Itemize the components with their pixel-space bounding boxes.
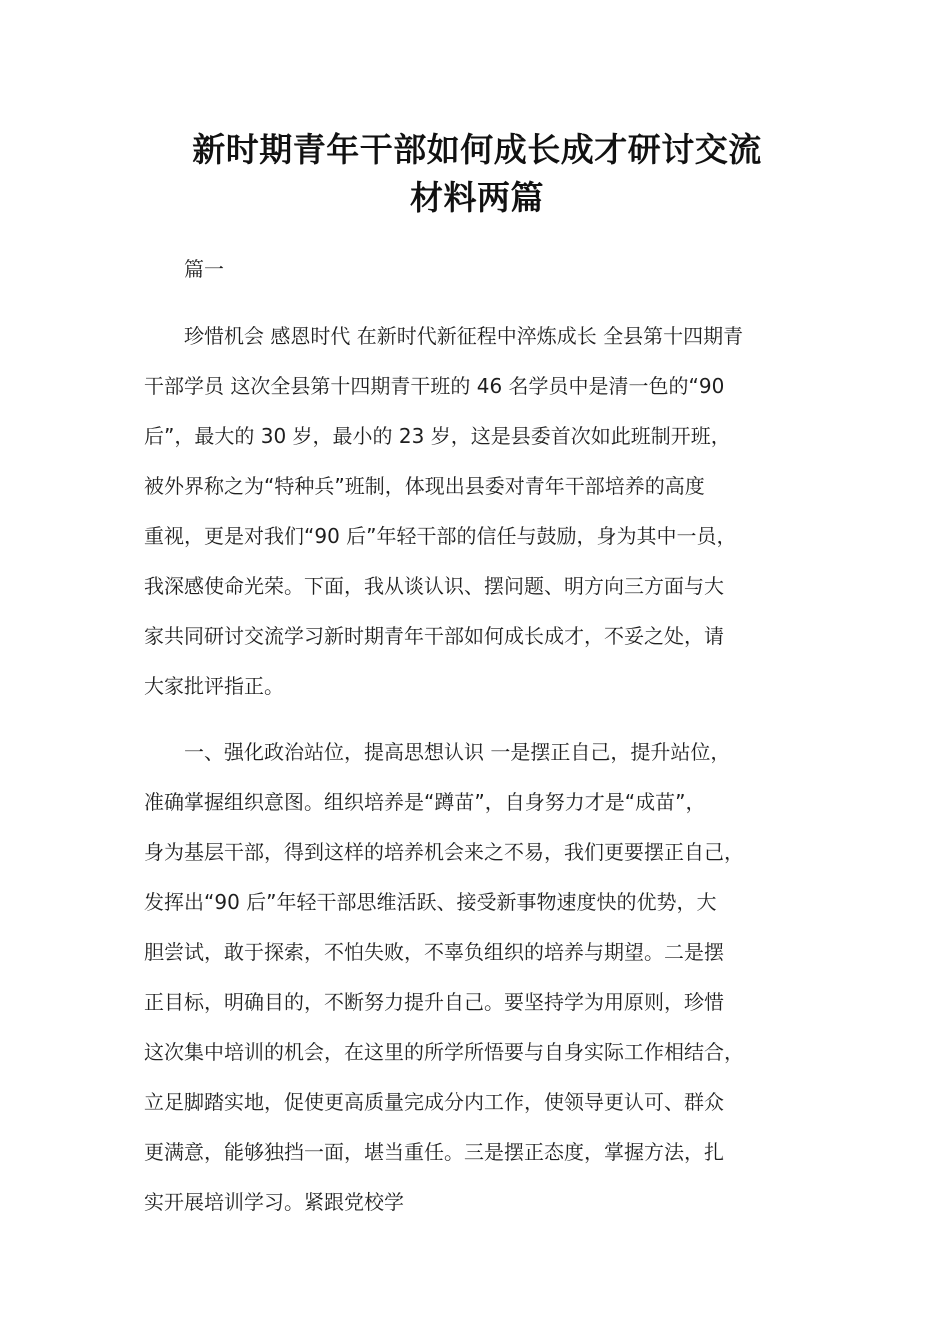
paragraph-intro — [144, 311, 810, 711]
paragraph-line: 胆尝试，敢于探索，不怕失败，不辜负组织的培养与期望。二是摆 — [144, 940, 724, 964]
paragraph-line: 重视，更是对我们“90 后”年轻干部的信任与鼓励，身为其中一员， — [144, 524, 737, 548]
paragraph-line: 准确掌握组织意图。组织培养是“蹲苗”，自身努力才是“成苗”， — [144, 790, 706, 814]
paragraph-line: 我深感使命光荣。下面，我从谈认识、摆问题、明方向三方面与大 — [144, 574, 724, 598]
paragraph-line: 大家批评指正。 — [144, 674, 284, 698]
paragraph-line: 珍惜机会 感恩时代 在新时代新征程中淬炼成长 全县第十四期青 — [184, 324, 744, 348]
paragraph-line: 一、强化政治站位，提高思想认识 一是摆正自己，提升站位， — [184, 740, 731, 764]
paragraph-line: 更满意，能够独挡一面，堪当重任。三是摆正态度，掌握方法，扎 — [144, 1140, 724, 1164]
paragraph-line: 后”，最大的 30 岁，最小的 23 岁，这是县委首次如此班制开班， — [144, 424, 731, 448]
paragraph-line: 家共同研讨交流学习新时期青年干部如何成长成才，不妥之处，请 — [144, 624, 724, 648]
paragraph-line: 实开展培训学习。紧跟党校学 — [144, 1190, 404, 1214]
paragraph-line: 身为基层干部，得到这样的培养机会来之不易，我们更要摆正自己， — [144, 840, 744, 864]
section-label: 篇一 — [184, 257, 224, 281]
paragraph-line: 正目标，明确目的，不断努力提升自己。要坚持学为用原则，珍惜 — [144, 990, 724, 1014]
paragraph-line: 干部学员 这次全县第十四期青干班的 46 名学员中是清一色的“90 — [144, 374, 725, 398]
title-line-2: 材料两篇 — [410, 178, 544, 217]
paragraph-line: 立足脚踏实地，促使更高质量完成分内工作，使领导更认可、群众 — [144, 1090, 724, 1114]
title-line-1: 新时期青年干部如何成长成才研讨交流 — [192, 130, 762, 169]
paragraph-line: 发挥出“90 后”年轻干部思维活跃、接受新事物速度快的优势，大 — [144, 890, 717, 914]
paragraph-section-one — [144, 727, 810, 1227]
paragraph-line: 这次集中培训的机会，在这里的所学所悟要与自身实际工作相结合， — [144, 1040, 744, 1064]
paragraph-line: 被外界称之为“特种兵”班制，体现出县委对青年干部培养的高度 — [144, 474, 705, 498]
document-title — [144, 126, 810, 222]
